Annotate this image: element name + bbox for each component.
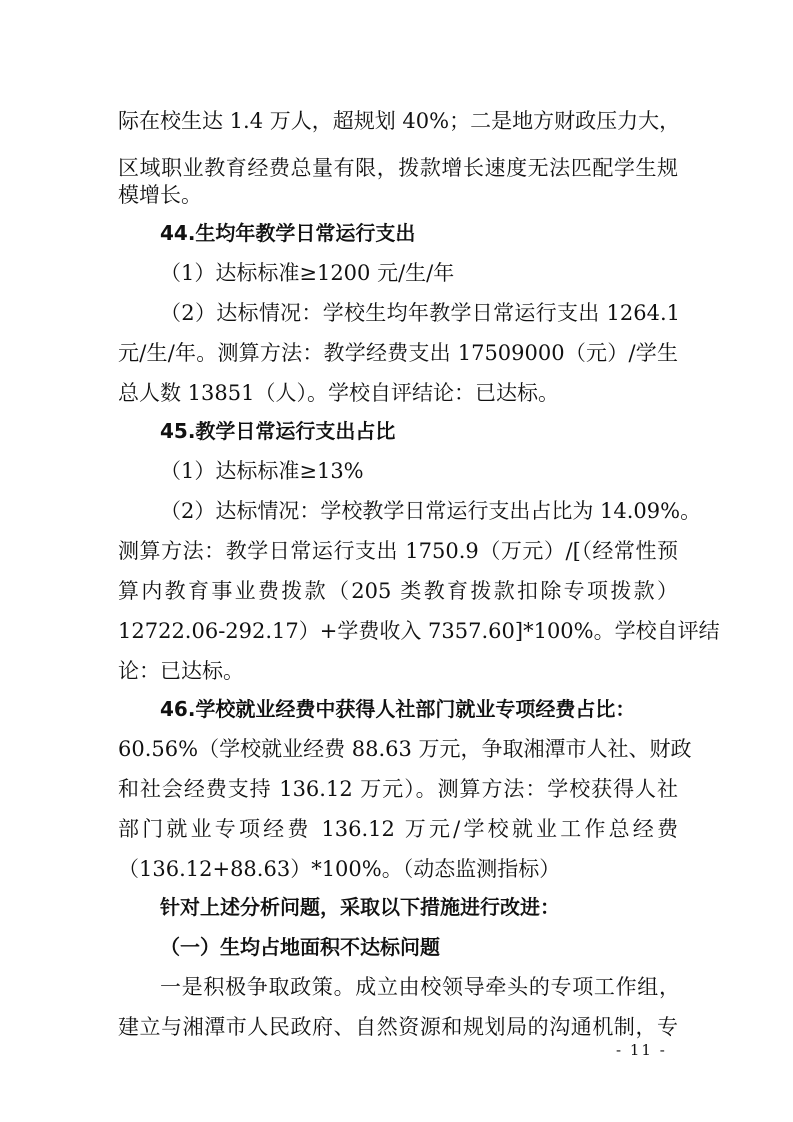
body-text-line: 12722.06-292.17）+学费收入 7357.60]*100%。学校自评结 bbox=[118, 619, 720, 643]
section-heading-45: 45.教学日常运行支出占比 bbox=[160, 419, 396, 443]
body-text-line: 论：已达标。 bbox=[118, 659, 244, 683]
body-text-line: 总人数 13851（人）。学校自评结论：已达标。 bbox=[118, 381, 559, 405]
body-text-line: 60.56%（学校就业经费 88.63 万元，争取湘潭市人社、财政 bbox=[118, 737, 692, 761]
body-text-line: 算内教育事业费拨款（205 类教育拨款扣除专项拨款） bbox=[118, 579, 678, 603]
section-heading-44: 44.生均年教学日常运行支出 bbox=[160, 221, 416, 245]
body-text-line: （1）达标标准≥1200 元/生/年 bbox=[160, 261, 455, 285]
body-text-line: 一是积极争取政策。成立由校领导牵头的专项工作组， bbox=[160, 975, 680, 999]
body-text-line: 部门就业专项经费 136.12 万元/学校就业工作总经费 bbox=[118, 817, 678, 841]
body-text-line: （136.12+88.63）*100%。（动态监测指标） bbox=[118, 857, 561, 881]
body-text-line: 模增长。 bbox=[118, 183, 202, 207]
body-text-line: 测算方法：教学日常运行支出 1750.9（万元）/[（经常性预 bbox=[118, 539, 678, 563]
body-text-line: 际在校生达 1.4 万人，超规划 40%；二是地方财政压力大， bbox=[118, 109, 681, 133]
section-heading-46: 46.学校就业经费中获得人社部门就业专项经费占比： bbox=[160, 697, 636, 721]
subsection-heading: （一）生均占地面积不达标问题 bbox=[160, 935, 440, 959]
page-number: - 11 - bbox=[616, 1041, 667, 1059]
body-text-line: 建立与湘潭市人民政府、自然资源和规划局的沟通机制，专 bbox=[118, 1015, 678, 1039]
body-text-line: （1）达标标准≥13% bbox=[160, 459, 364, 483]
measures-heading: 针对上述分析问题，采取以下措施进行改进： bbox=[160, 895, 560, 919]
body-text-line: 和社会经费支持 136.12 万元）。测算方法：学校获得人社 bbox=[118, 777, 678, 801]
body-text-line: （2）达标情况：学校教学日常运行支出占比为 14.09%。 bbox=[160, 499, 702, 523]
body-text-line: 元/生/年。测算方法：教学经费支出 17509000（元）/学生 bbox=[118, 341, 678, 365]
body-text-line: 区域职业教育经费总量有限，拨款增长速度无法匹配学生规 bbox=[118, 156, 678, 180]
body-text-line: （2）达标情况：学校生均年教学日常运行支出 1264.1 bbox=[160, 301, 680, 325]
